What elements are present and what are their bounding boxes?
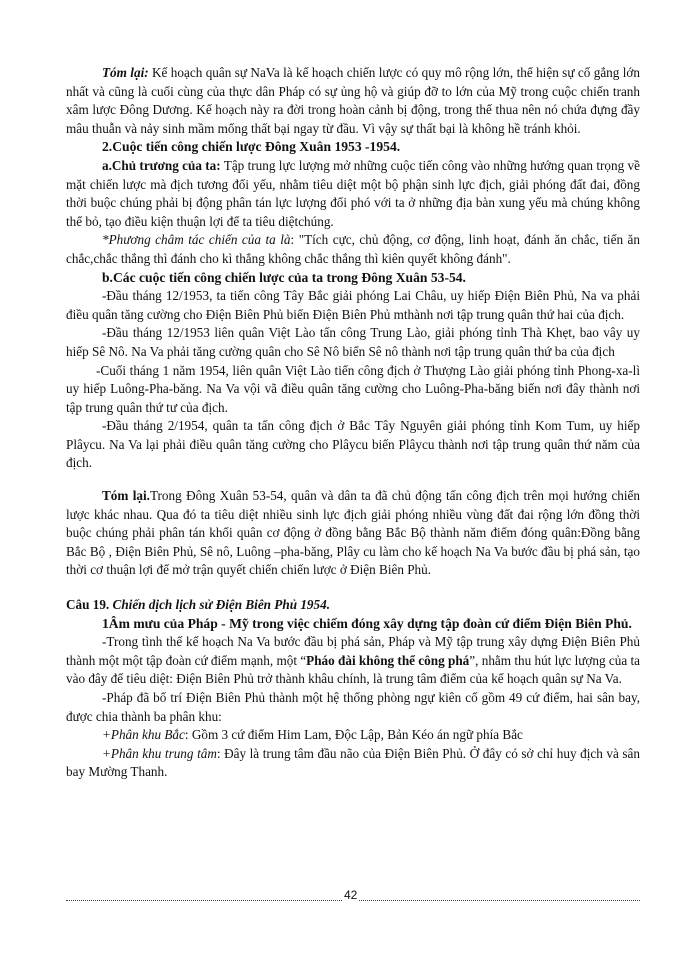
defense-system-paragraph: -Pháp đã bố trí Điện Biên Phủ thành một hệ thống phòng ngự kiên cố gồm 49 cứ điểm, hai sân bay, được chia thành ba phân khu:: [66, 690, 640, 724]
motto-label: *Phương châm tác chiến của ta là: [102, 232, 291, 248]
motto-paragraph: [66, 231, 640, 268]
summary-paragraph-2: [66, 487, 640, 580]
question-title: Chiến dịch lịch sử Điện Biên Phủ 1954.: [109, 597, 331, 613]
offensive-item: -Đầu tháng 12/1953 liên quân Việt Lào tấn công Trung Lào, giải phóng tỉnh Thà Khẹt, bao vây uy hiếp Sê Nô. Na Va phải tăng cường quân cho Sê Nô biến Sê nô thành nơi tập trung quân thứ ba của địch: [66, 325, 640, 359]
offensive-item: -Đầu tháng 12/1953, ta tiến công Tây Bắc giải phóng Lai Châu, uy hiếp Điện Biên Phủ, Na va phải điều quân tăng cường cho Điện Biên Phủ biến Điện Biên Phủ mthành nơi tập trung quân thứ hai của địch.: [66, 288, 640, 322]
fortress-paragraph: [66, 633, 640, 689]
page-footer: [66, 888, 640, 908]
central-sector-label: +Phân khu trung tâm: [102, 745, 217, 761]
north-sector-text: : Gồm 3 cứ điểm Him Lam, Độc Lập, Bản Kéo án ngữ phía Bắc: [184, 727, 523, 743]
north-sector-paragraph: [66, 726, 640, 745]
summary-text: Kế hoạch quân sự NaVa là kế hoạch chiến lược có quy mô rộng lớn, thể hiện sự cố gắng lớn nhất và cũng là cuối cùng của thực dân Pháp có sự ủng hộ và giúp đỡ to lớn của Mỹ trong cuộc chiến tranh xâm lược Đông Dương. Kế hoạch này ra đời trong hoàn cảnh bị động, trong thế thua nên nó chứa đựng đầy mâu thuẫn và nảy sinh mầm mống thất bại ngay từ đầu. Vì vậy sự thất bại là không hề tránh khỏi.: [66, 65, 640, 136]
policy-text: Tập trung lực lượng mở những cuộc tiến công vào những hướng quan trọng về mặt chiến lược mà địch tương đối yếu, nhằm tiêu diệt một bộ phận sinh lực địch, giải phóng đất đai, đồng thời buộc chúng phải bị động phân tán lực lượng đối phó với ta ở những địa bàn xung yếu mà chúng không thể bỏ, tạo điều kiện thuận lợi để ta tiêu diệtchúng.: [66, 157, 640, 229]
policy-label: a.Chủ trương của ta:: [102, 157, 221, 173]
summary2-label: Tóm lại.: [102, 488, 150, 504]
central-sector-paragraph: [66, 745, 640, 782]
motto-text: : "Tích cực, chủ động, cơ động, linh hoạt, đánh ăn chắc, tiến ăn chắc,chắc thắng thì đánh cho kì thắng không chắc thắng thì kiên quyết không đánh".: [66, 232, 640, 266]
offensive-item: -Cuối tháng 1 năm 1954, liên quân Việt Lào tiến công địch ở Thượng Lào giải phóng tỉnh Phong-xa-lì uy hiếp Luông-Pha-băng. Na Va vội vã điều quân tăng cường cho Luông-Pha-băng biến nơi đây thành nơi tập trung quân thứ tư của địch.: [66, 362, 640, 415]
fortress-quote: Pháo đài không thể công phá: [306, 652, 470, 668]
section-2-heading: 2.Cuộc tiến công chiến lược Đông Xuân 1953 -1954.: [102, 139, 401, 155]
fortress-text-after: ”, nhằm thu hút lực lượng của ta vào đây để tiêu diệt: Điện Biên Phủ trở thành khâu chính, là trung tâm điểm của kế hoạch quân sự Na Va.: [66, 652, 641, 687]
fortress-text-before: -Trong tình thế kế hoạch Na Va bước đầu bị phá sản, Pháp và Mỹ tập trung xây dựng Điện Biên Phủ thành một một tập đoàn cứ điểm mạnh, một “: [66, 634, 640, 668]
question-label: Câu 19.: [66, 597, 110, 613]
summary-paragraph-1: [66, 64, 640, 138]
central-sector-text: : Đây là trung tâm đầu não của Điện Biên Phủ. Ở đây có sở chỉ huy địch và sân bay Mường Thanh.: [66, 745, 640, 780]
page-number: 42: [344, 888, 358, 902]
policy-paragraph: [66, 157, 640, 231]
offensives-heading: b.Các cuộc tiến công chiến lược của ta trong Đông Xuân 53-54.: [102, 269, 466, 285]
french-plot-heading: 1Âm mưu của Pháp - Mỹ trong việc chiếm đóng xây dựng tập đoàn cứ điểm Điện Biên Phủ.: [102, 615, 632, 631]
document-body: [66, 64, 640, 782]
summary-label: Tóm lại:: [102, 65, 149, 80]
summary2-text: Trong Đông Xuân 53-54, quân và dân ta đã chủ động tấn công địch trên mọi hướng chiến lược khác nhau. Qua đó ta tiêu diệt nhiều sinh lực địch giải phóng nhiều vùng đất đai rộng lớn đồng thời buộc chúng phải phân tán khối quân cơ động ở đồng bằng Bắc Bộ thành năm điểm đóng quân:Đồng bằng Bắc Bộ , Điện Biên Phủ, Sê nô, Luông –pha-băng, Plây cu làm cho kế hoạch Na Va bước đầu bị phá sản, tạo thời cơ thuận lợi để mở trận quyết chiến chiến lược ở Điện Biên Phủ.: [66, 488, 640, 578]
question-19-heading: [66, 596, 640, 615]
north-sector-label: +Phân khu Bắc: [102, 727, 185, 743]
offensive-item: -Đầu tháng 2/1954, quân ta tấn công địch ở Bắc Tây Nguyên giải phóng tỉnh Kom Tum, uy hiếp Plâycu. Na Va lại phải điều quân tăng cường cho Plâycu biến Plâycu thành nơi tập trung quân thứ năm của địch.: [66, 418, 640, 471]
